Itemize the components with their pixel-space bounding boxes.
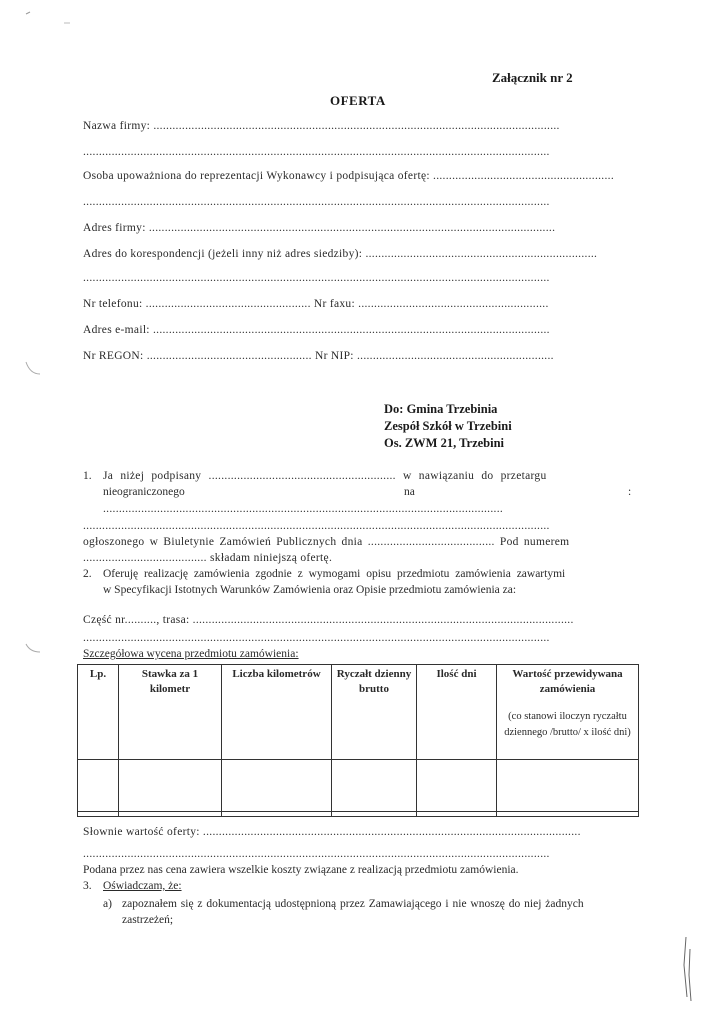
table-header-rate: Stawka za 1 kilometr (119, 665, 222, 760)
field-value-in-words-cont[interactable]: ................................................................................................................................................... (83, 848, 550, 860)
table-cell[interactable] (332, 760, 417, 812)
section-1-line-4[interactable]: ................................................................................................................................................... (83, 520, 550, 532)
table-header-row (78, 665, 639, 760)
table-cell[interactable] (497, 760, 639, 812)
attachment-label: Załącznik nr 2 (492, 70, 573, 85)
field-representative[interactable]: Osoba upoważniona do reprezentacji Wykonawcy i podpisująca ofertę: ......................................................... (83, 170, 614, 182)
field-regon-nip[interactable]: Nr REGON: .................................................... Nr NIP: .............................................................. (83, 350, 554, 362)
field-address[interactable]: Adres firmy: ................................................................................................................................ (83, 222, 556, 234)
table-cell[interactable] (222, 760, 332, 812)
table-cell[interactable] (417, 812, 497, 817)
item-a-line-2: zastrzeżeń; (122, 914, 174, 926)
section-1-line-2-right: : (628, 486, 632, 498)
scan-mark-top (24, 8, 74, 28)
binder-hole-mark (22, 642, 42, 658)
field-representative-cont[interactable]: ................................................................................................................................................... (83, 196, 550, 208)
section-1-line-6: ....................................... składam niniejszą ofertę. (83, 552, 333, 564)
table-header-km: Liczba kilometrów (222, 665, 332, 760)
field-company-name-cont[interactable]: ................................................................................................................................................... (83, 146, 550, 158)
field-company-name[interactable]: Nazwa firmy: ................................................................................................................................ (83, 120, 560, 132)
field-value-in-words[interactable]: Słownie wartość oferty: ....................................................................................................................... (83, 826, 581, 838)
page-title: OFERTA (330, 93, 386, 108)
table-header-daily-rate: Ryczałt dzienny brutto (332, 665, 417, 760)
recipient-line-1: Do: Gmina Trzebinia (384, 402, 498, 416)
price-table (77, 664, 639, 817)
section-3-label: Oświadczam, że: (103, 880, 182, 892)
table-cell[interactable] (119, 812, 222, 817)
section-1-line-3[interactable]: .............................................................................................................................. (103, 503, 504, 515)
table-header-value-label: Wartość przewidywana zamówienia (512, 668, 623, 695)
section-1-number: 1. (83, 470, 92, 482)
table-header-lp: Lp. (78, 665, 119, 760)
field-phone-fax[interactable]: Nr telefonu: .................................................... Nr faxu: ............................................................ (83, 298, 549, 310)
table-cell[interactable] (497, 812, 639, 817)
signature-stroke (678, 935, 698, 1005)
recipient-line-3: Os. ZWM 21, Trzebini (384, 436, 505, 450)
item-a-letter: a) (103, 898, 112, 910)
table-cell[interactable] (78, 812, 119, 817)
field-email[interactable]: Adres e-mail: ............................................................................................................................. (83, 324, 550, 336)
table-header-days: Ilość dni (417, 665, 497, 760)
section-1-line-5: ogłoszonego w Biuletynie Zamówień Publicznych dnia ........................................ Pod numerem (83, 536, 570, 548)
table-cell[interactable] (332, 812, 417, 817)
section-2-line-2: w Specyfikacji Istotnych Warunków Zamówienia oraz Opisie przedmiotu zamówienia za: (103, 584, 517, 596)
price-note: Podana przez nas cena zawiera wszelkie koszty związane z realizacją przedmiotu zamówienia. (83, 864, 519, 876)
field-part-route-cont[interactable]: ................................................................................................................................................... (83, 632, 550, 644)
field-correspondence-cont[interactable]: ................................................................................................................................................... (83, 272, 550, 284)
field-correspondence-address[interactable]: Adres do korespondencji (jeżeli inny niż adres siedziby): ......................................................................... (83, 248, 598, 260)
section-1-line-2-mid: na (404, 486, 415, 498)
table-header-value (497, 665, 639, 760)
section-1-line-2-left: nieograniczonego (103, 486, 185, 498)
table-cell[interactable] (222, 812, 332, 817)
table-row (78, 760, 639, 812)
section-1-line-1: Ja niżej podpisany ........................................................... w nawiązaniu do przetargu (103, 470, 547, 482)
table-row (78, 812, 639, 817)
field-part-route[interactable]: Część nr.........., trasa: ........................................................................................................................ (83, 614, 574, 626)
item-a-line-1: zapoznałem się z dokumentacją udostępnioną przez Zamawiającego i nie wnoszę do niej żadnych (122, 898, 584, 910)
table-cell[interactable] (119, 760, 222, 812)
binder-hole-mark (22, 360, 42, 380)
recipient-line-2: Zespół Szkół w Trzebini (384, 419, 512, 433)
table-header-value-note: (co stanowi iloczyn ryczałtu dziennego /brutto/ x ilość dni) (504, 711, 631, 738)
table-caption: Szczegółowa wycena przedmiotu zamówienia: (83, 648, 299, 660)
section-2-number: 2. (83, 568, 92, 580)
table-cell[interactable] (417, 760, 497, 812)
section-3-number: 3. (83, 880, 92, 892)
table-cell[interactable] (78, 760, 119, 812)
section-2-line-1: Oferuję realizację zamówienia zgodnie z wymogami opisu przedmiotu zamówienia zawartymi (103, 568, 566, 580)
